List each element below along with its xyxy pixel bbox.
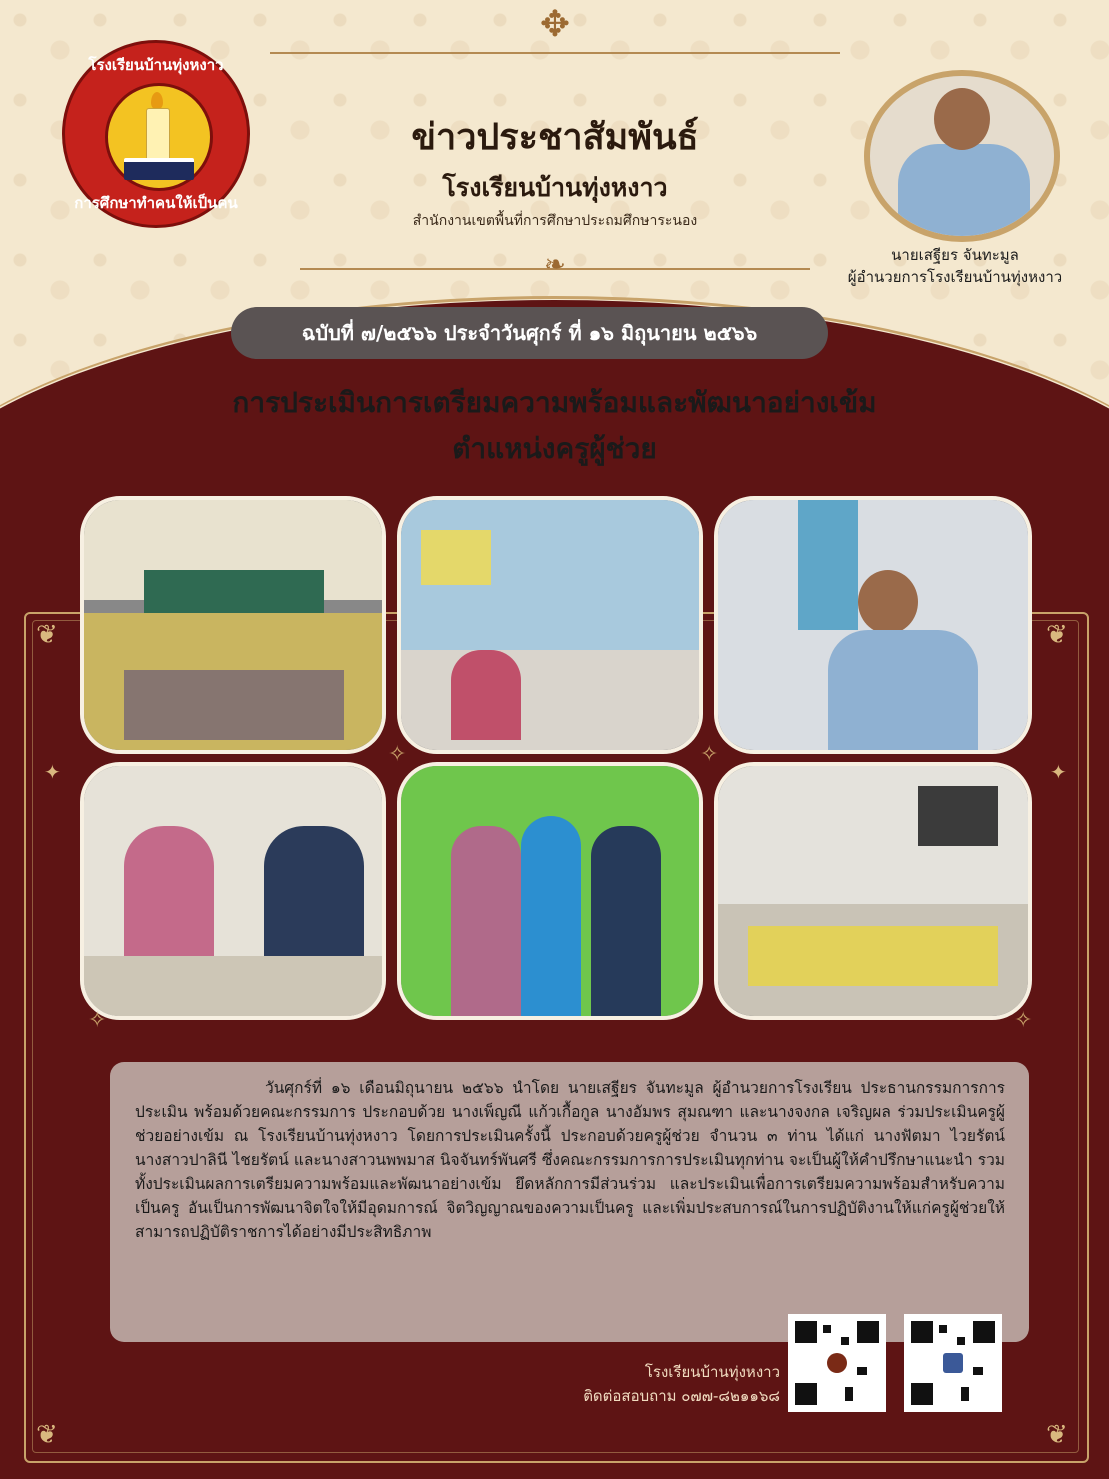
school-logo	[62, 40, 250, 228]
ornament-icon: ❦	[1046, 1420, 1068, 1450]
photo-teachers	[397, 762, 703, 1020]
photo-speaker	[714, 496, 1032, 754]
sparkle-icon: ✧	[388, 742, 407, 767]
office-name: สำนักงานเขตพื้นที่การศึกษาประถมศึกษาระนอง	[412, 213, 698, 229]
flourish-icon: ❧	[544, 250, 566, 280]
photo-classroom	[80, 496, 386, 754]
qr-code-facebook[interactable]	[904, 1314, 1002, 1412]
photo-students	[714, 762, 1032, 1020]
director-position: ผู้อำนวยการโรงเรียนบ้านทุ่งหงาว	[847, 268, 1063, 286]
flourish-icon: ✥	[539, 4, 571, 45]
director-caption	[820, 244, 1090, 288]
ornament-icon: ❦	[36, 1420, 58, 1450]
article-text: วันศุกร์ที่ ๑๖ เดือนมิถุนายน ๒๕๖๖ นำโดย นายเสฐียร จันทะมูล ผู้อำนวยการโรงเรียน ประธานกรรมการการประเมิน พร้อมด้วยคณะกรรมการ ประกอบด้วย นางเพ็ญณี แก้วเกื้อกูล นางอัมพร สุมณฑา และนางจงกล เจริญผล ร่วมประเมินครูผู้ช่วยอย่างเข้ม ณ โรงเรียนบ้านทุ่งหงาว โดยการประเมินครั้งนี้ ประกอบด้วยครูผู้ช่วย จำนวน ๓ ท่าน ได้แก่ นางฟัตมา ไวยรัตน์ นางสาวปาลินี ไชยรัตน์ และนางสาวนพพมาส นิจจันทร์พันศรี ซึ่งคณะกรรมการการประเมินทุกท่าน จะเป็นผู้ให้คำปรึกษาแนะนำ รวมทั้งประเมินผลการเตรียมความพร้อมและพัฒนาอย่างเข้ม ยึดหลักการมีส่วนร่วม และประเมินเพื่อการเตรียมความพร้อมสำหรับความเป็นครู อันเป็นการพัฒนาจิตใจให้มีอุดมการณ์ จิตวิญญาณของความเป็นครู และเพิ่มประสบการณ์ในการปฏิบัติงานให้แก่ครูผู้ช่วยให้สามารถปฏิบัติราชการได้อย่างมีประสิทธิภาพ	[135, 1079, 1005, 1241]
candle-shape	[146, 108, 170, 162]
sparkle-icon: ✧	[1014, 1008, 1033, 1033]
logo-bottom-text: การศึกษาทำคนให้เป็นคน	[74, 194, 238, 212]
footer-school: โรงเรียนบ้านทุ่งหงาว	[644, 1363, 780, 1381]
photo-meeting	[397, 496, 703, 754]
headline-line-1: การประเมินการเตรียมความพร้อมและพัฒนาอย่างเข้ม	[232, 386, 877, 419]
page-title: ข่าวประชาสัมพันธ์	[411, 116, 699, 158]
books-shape	[124, 158, 194, 180]
photo-committee	[80, 762, 386, 1020]
qr-code-website[interactable]	[788, 1314, 886, 1412]
school-name: โรงเรียนบ้านทุ่งหงาว	[442, 173, 668, 202]
ornament-icon: ✦	[44, 760, 61, 784]
ornament-icon: ❦	[36, 620, 58, 650]
ornament-icon: ❦	[1046, 620, 1068, 650]
footer	[540, 1360, 780, 1408]
director-photo	[864, 70, 1060, 242]
top-divider	[270, 52, 840, 54]
logo-emblem	[105, 83, 213, 191]
headline	[120, 380, 989, 472]
facebook-icon	[943, 1353, 963, 1373]
ornament-icon: ✦	[1050, 760, 1067, 784]
headline-line-2: ตำแหน่งครูผู้ช่วย	[452, 432, 657, 465]
sparkle-icon: ✧	[700, 742, 719, 767]
footer-contact: ติดต่อสอบถาม ๐๗๗-๘๒๑๑๖๘	[583, 1387, 780, 1405]
logo-top-text: โรงเรียนบ้านทุ่งหงาว	[88, 56, 224, 74]
sparkle-icon: ✧	[88, 1008, 107, 1033]
director-name: นายเสฐียร จันทะมูล	[891, 246, 1019, 264]
issue-banner: ฉบับที่ ๗/๒๕๖๖ ประจำวันศุกร์ ที่ ๑๖ มิถุนายน ๒๕๖๖	[231, 307, 828, 359]
